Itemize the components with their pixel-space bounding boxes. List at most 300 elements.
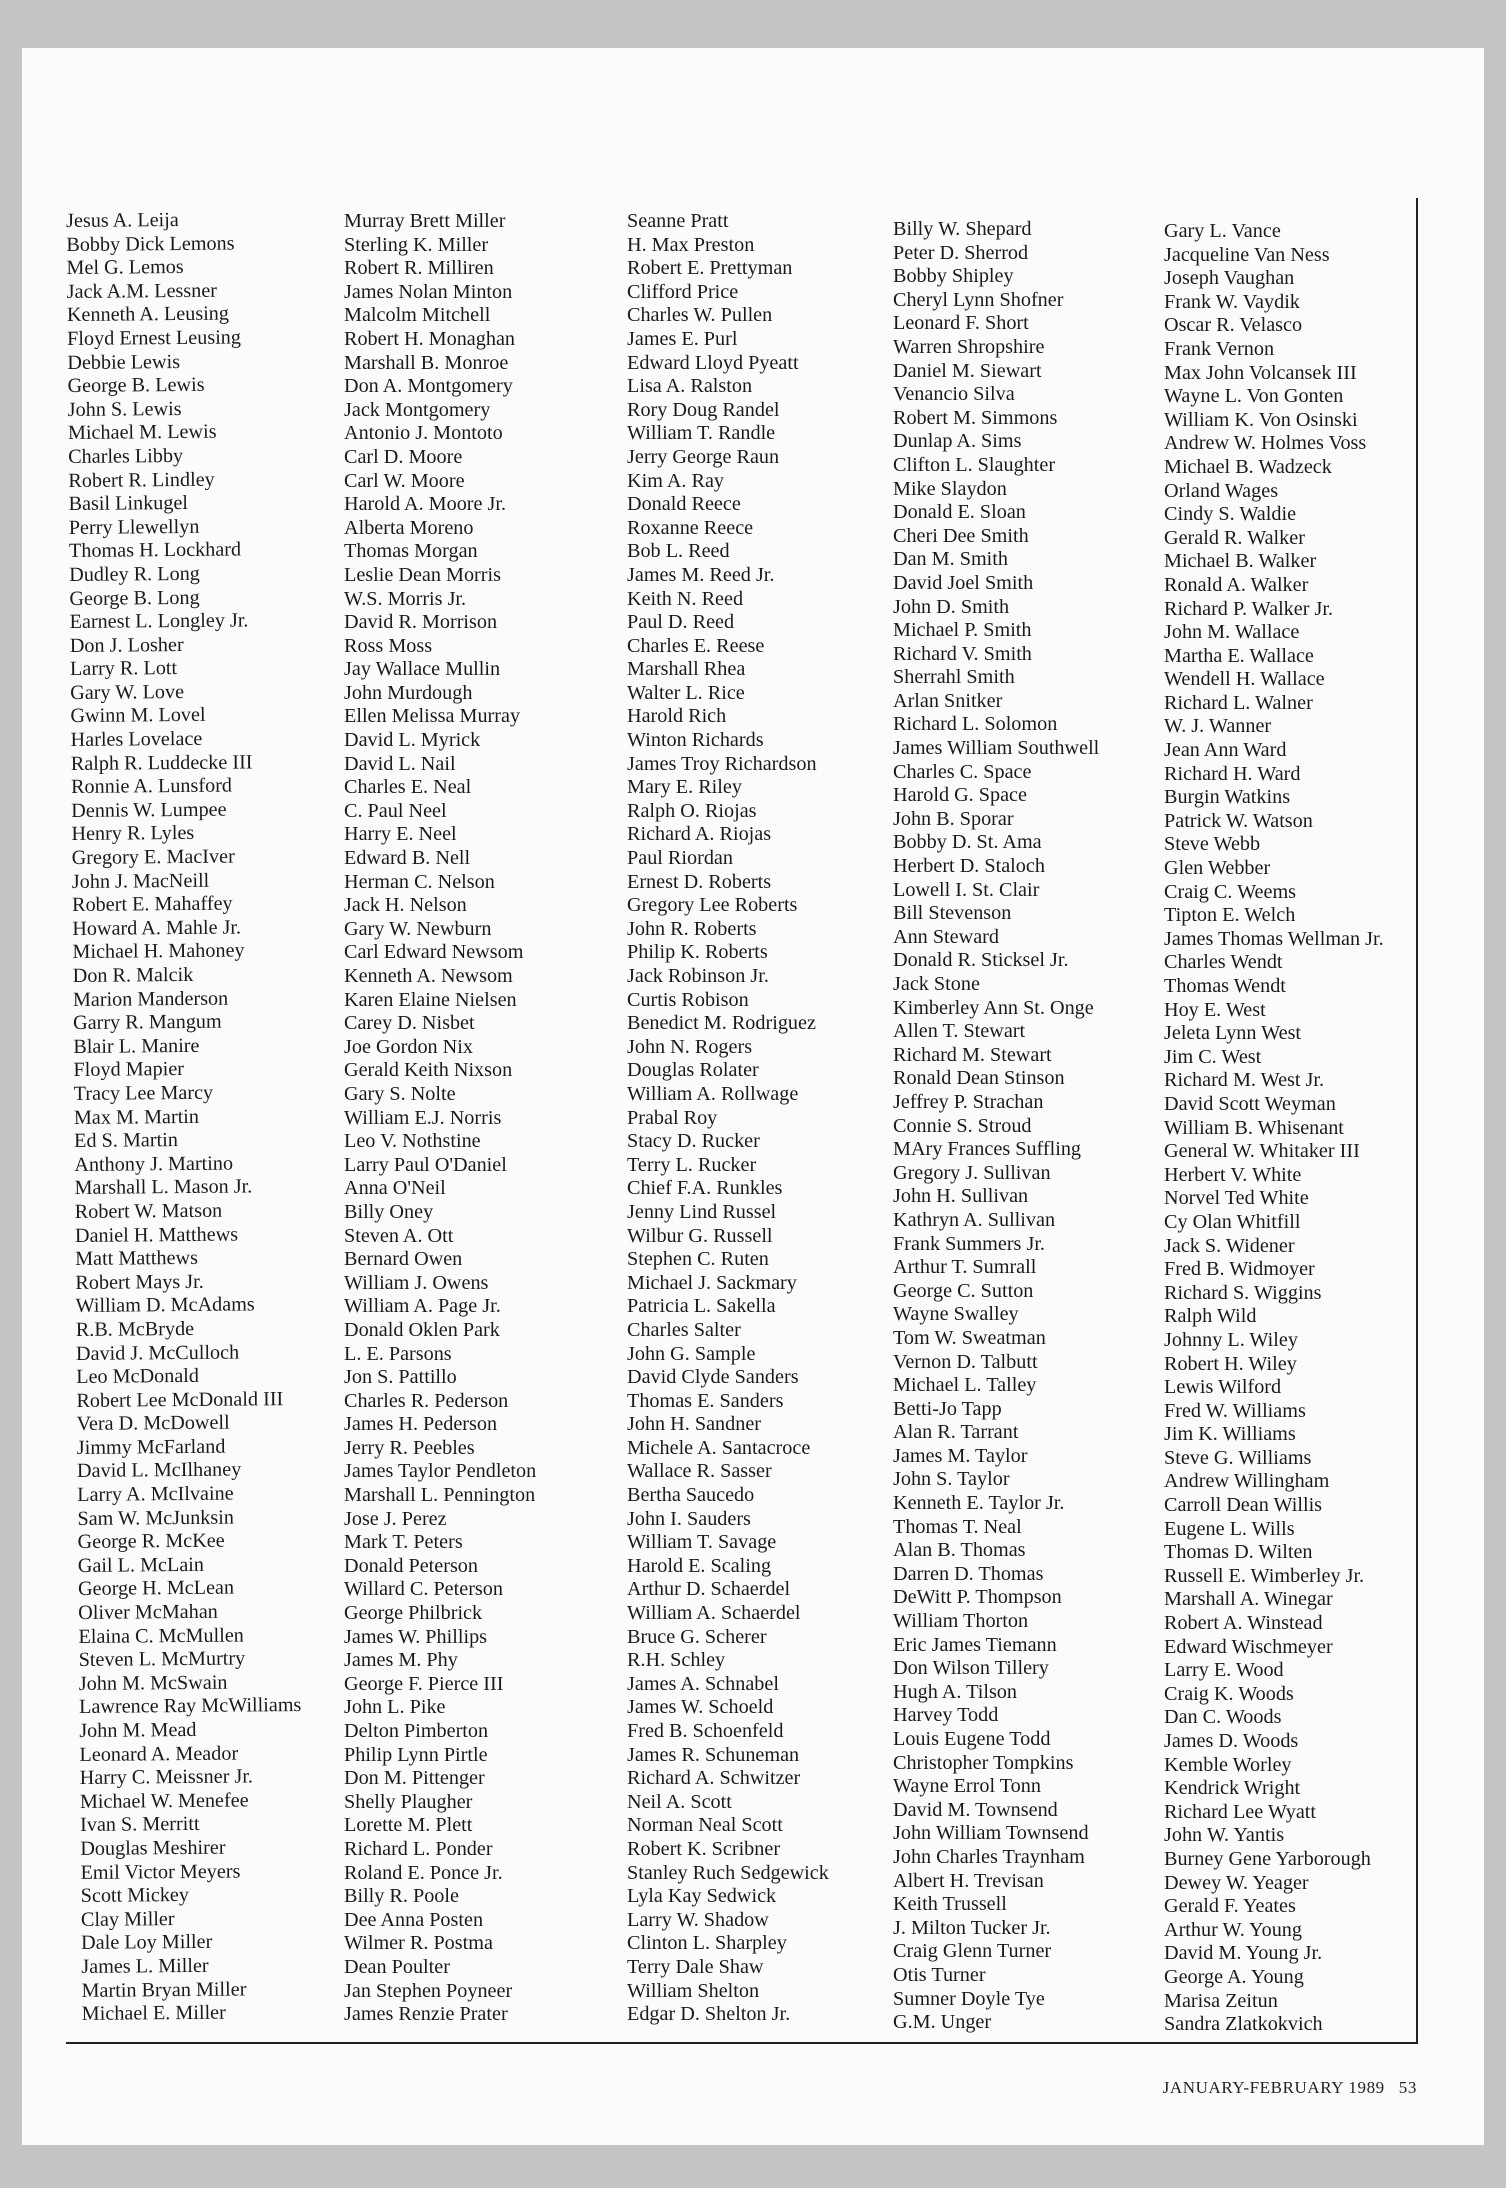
- name-entry: Don Wilson Tillery: [893, 1657, 1049, 1680]
- name-entry: John J. MacNeill: [71, 869, 210, 893]
- name-entry: Larry Paul O'Daniel: [344, 1153, 507, 1176]
- name-entry: Darren D. Thomas: [893, 1562, 1044, 1585]
- name-entry: David M. Young Jr.: [1164, 1942, 1323, 1965]
- name-entry: Gary W. Newburn: [344, 917, 492, 940]
- name-entry: Clifton L. Slaughter: [893, 453, 1056, 476]
- name-entry: John William Townsend: [893, 1822, 1089, 1845]
- name-entry: Sumner Doyle Tye: [893, 1987, 1045, 2010]
- name-entry: Jack S. Widener: [1164, 1234, 1295, 1257]
- name-entry: David L. Myrick: [344, 729, 481, 752]
- name-entry: Benedict M. Rodriguez: [627, 1012, 816, 1035]
- page-number: 53: [1398, 2078, 1417, 2097]
- name-entry: John S. Taylor: [893, 1468, 1010, 1491]
- name-entry: Harold A. Moore Jr.: [344, 493, 507, 516]
- name-entry: Robert R. Lindley: [68, 468, 215, 492]
- name-entry: Dean Poulter: [344, 1955, 450, 1978]
- name-entry: David Joel Smith: [893, 571, 1034, 594]
- name-entry: Gregory Lee Roberts: [627, 894, 798, 917]
- name-entry: R.B. McBryde: [75, 1317, 195, 1341]
- name-entry: Wendell H. Wallace: [1164, 668, 1325, 691]
- name-entry: Herbert V. White: [1164, 1163, 1302, 1186]
- name-entry: Kathryn A. Sullivan: [893, 1208, 1056, 1231]
- name-entry: William K. Von Osinski: [1164, 408, 1358, 431]
- name-entry: Kimberley Ann St. Onge: [893, 996, 1094, 1019]
- name-entry: Edgar D. Shelton Jr.: [627, 2003, 791, 2026]
- name-entry: Richard P. Walker Jr.: [1164, 597, 1334, 620]
- name-entry: Richard M. West Jr.: [1164, 1069, 1325, 1092]
- name-entry: Tracy Lee Marcy: [73, 1081, 214, 1105]
- name-entry: Richard M. Stewart: [893, 1043, 1052, 1066]
- name-entry: Clinton L. Sharpley: [627, 1932, 787, 1955]
- name-entry: Steve G. Williams: [1164, 1446, 1312, 1469]
- name-entry: James M. Reed Jr.: [627, 563, 775, 586]
- name-entry: George A. Young: [1164, 1965, 1304, 1988]
- name-entry: Philip Lynn Pirtle: [344, 1743, 488, 1766]
- name-entry: Leo McDonald: [76, 1364, 200, 1389]
- name-entry: Harvey Todd: [893, 1704, 999, 1727]
- name-entry: Patrick W. Watson: [1164, 809, 1313, 832]
- name-entry: David J. McCulloch: [75, 1341, 240, 1365]
- names-column-1: [66, 208, 304, 2027]
- name-entry: Bobby Shipley: [893, 265, 1014, 288]
- name-entry: Douglas Meshirer: [80, 1836, 226, 1860]
- name-entry: Jim C. West: [1164, 1045, 1262, 1068]
- name-entry: Dan M. Smith: [893, 548, 1008, 571]
- name-entry: Donald Reece: [627, 493, 741, 516]
- name-entry: Don J. Losher: [69, 633, 184, 657]
- name-entry: Jimmy McFarland: [76, 1435, 226, 1459]
- name-entry: Thomas Morgan: [344, 540, 478, 563]
- name-entry: Michael L. Talley: [893, 1374, 1037, 1397]
- name-entry: Clifford Price: [627, 280, 739, 303]
- name-entry: Bertha Saucedo: [627, 1484, 755, 1507]
- name-entry: Fred B. Widmoyer: [1164, 1258, 1315, 1281]
- name-entry: Harry C. Meissner Jr.: [79, 1765, 254, 1790]
- name-entry: Tom W. Sweatman: [893, 1326, 1046, 1349]
- name-entry: R.H. Schley: [627, 1649, 726, 1672]
- name-entry: Jenny Lind Russel: [627, 1200, 777, 1223]
- name-entry: Gregory J. Sullivan: [893, 1161, 1051, 1184]
- name-entry: Jack Robinson Jr.: [627, 965, 769, 987]
- name-entry: Craig C. Weems: [1164, 880, 1297, 903]
- name-entry: Gerald R. Walker: [1164, 526, 1305, 549]
- name-entry: James Thomas Wellman Jr.: [1164, 927, 1384, 950]
- name-entry: Kendrick Wright: [1164, 1777, 1301, 1800]
- name-entry: Chief F.A. Runkles: [627, 1177, 783, 1200]
- name-entry: Andrew Willingham: [1164, 1470, 1330, 1493]
- name-entry: Mike Slaydon: [893, 477, 1007, 500]
- name-entry: William Thorton: [893, 1610, 1029, 1633]
- name-entry: Gary L. Vance: [1164, 220, 1281, 242]
- name-entry: James R. Schuneman: [627, 1743, 800, 1766]
- name-entry: Harry E. Neel: [344, 823, 457, 846]
- name-entry: Winton Richards: [627, 729, 764, 752]
- name-entry: Sterling K. Miller: [344, 233, 489, 256]
- name-entry: George Philbrick: [344, 1602, 483, 1625]
- name-entry: Kenneth A. Leusing: [66, 302, 230, 327]
- magazine-page: [22, 48, 1484, 2145]
- name-entry: Richard A. Riojas: [627, 823, 772, 846]
- name-entry: William J. Owens: [344, 1271, 489, 1294]
- scan-border-left: [0, 0, 22, 2188]
- name-entry: Patricia L. Sakella: [627, 1295, 776, 1318]
- name-entry: Lowell I. St. Clair: [893, 878, 1040, 901]
- name-entry: W.S. Morris Jr.: [344, 587, 467, 610]
- name-entry: Gary S. Nolte: [344, 1082, 456, 1105]
- name-entry: Jeffrey P. Strachan: [893, 1090, 1044, 1113]
- name-entry: Mel G. Lemos: [66, 256, 184, 280]
- name-entry: Charles Wendt: [1164, 951, 1283, 974]
- name-entry: Allen T. Stewart: [893, 1020, 1026, 1043]
- name-entry: Michael P. Smith: [893, 619, 1032, 642]
- name-entry: Floyd Mapier: [73, 1058, 185, 1082]
- name-entry: Malcolm Mitchell: [344, 304, 491, 327]
- name-entry: Michael B. Wadzeck: [1164, 455, 1332, 478]
- name-entry: John G. Sample: [627, 1342, 756, 1365]
- name-entry: Norvel Ted White: [1164, 1187, 1309, 1210]
- name-entry: Carl W. Moore: [344, 469, 465, 492]
- name-entry: John B. Sporar: [893, 807, 1014, 830]
- name-entry: Dale Loy Miller: [81, 1931, 213, 1955]
- name-entry: George H. McLean: [77, 1577, 235, 1601]
- name-entry: Dan C. Woods: [1164, 1706, 1282, 1729]
- name-entry: Alan B. Thomas: [893, 1539, 1026, 1562]
- name-entry: James M. Taylor: [893, 1444, 1028, 1467]
- name-entry: Daniel M. Siewart: [893, 359, 1042, 382]
- name-entry: Bill Stevenson: [893, 902, 1012, 925]
- name-entry: Michele A. Santacroce: [627, 1436, 811, 1459]
- name-entry: Gwinn M. Lovel: [70, 704, 206, 728]
- name-entry: Albert H. Trevisan: [893, 1869, 1044, 1892]
- name-entry: Floyd Ernest Leusing: [67, 326, 242, 350]
- name-entry: Betti-Jo Tapp: [893, 1397, 1002, 1420]
- name-entry: William Shelton: [627, 1979, 760, 2002]
- name-entry: Carl Edward Newsom: [344, 941, 524, 964]
- name-entry: MAry Frances Suffling: [893, 1138, 1082, 1161]
- name-entry: Warren Shropshire: [893, 335, 1045, 358]
- name-entry: Jacqueline Van Ness: [1164, 243, 1330, 266]
- name-entry: J. Milton Tucker Jr.: [893, 1916, 1051, 1939]
- name-entry: Dennis W. Lumpee: [71, 798, 227, 822]
- name-entry: Curtis Robison: [627, 988, 749, 1011]
- name-entry: Prabal Roy: [627, 1106, 718, 1129]
- page-footer: [1132, 2078, 1417, 2098]
- name-entry: William T. Savage: [627, 1531, 777, 1554]
- name-entry: Lisa A. Ralston: [627, 375, 753, 398]
- name-entry: Peter D. Sherrod: [893, 241, 1029, 264]
- name-entry: Thomas E. Sanders: [627, 1389, 784, 1412]
- name-entry: Jose J. Perez: [344, 1507, 447, 1530]
- name-entry: Richard V. Smith: [893, 642, 1032, 665]
- name-entry: Anna O'Neil: [344, 1177, 446, 1200]
- name-entry: Burney Gene Yarborough: [1164, 1847, 1371, 1870]
- name-entry: Arthur W. Young: [1164, 1918, 1302, 1941]
- name-entry: Billy Oney: [344, 1200, 434, 1223]
- name-entry: Edward B. Nell: [344, 847, 471, 870]
- names-column-2: [344, 210, 536, 2027]
- name-entry: Stacy D. Rucker: [627, 1130, 760, 1153]
- name-entry: Dewey W. Yeager: [1164, 1871, 1309, 1894]
- name-entry: Norman Neal Scott: [627, 1814, 783, 1837]
- name-entry: David L. McIlhaney: [76, 1458, 242, 1483]
- name-entry: Lawrence Ray McWilliams: [78, 1694, 302, 1719]
- name-entry: Wayne Swalley: [893, 1303, 1019, 1326]
- name-entry: Don A. Montgomery: [344, 375, 513, 398]
- name-entry: Wayne L. Von Gonten: [1164, 385, 1344, 408]
- name-entry: John H. Sandner: [627, 1413, 762, 1436]
- name-entry: Marisa Zeitun: [1164, 1989, 1278, 2012]
- name-entry: Bobby D. St. Ama: [893, 831, 1042, 854]
- name-entry: Ralph Wild: [1164, 1305, 1257, 1328]
- name-entry: Sherrahl Smith: [893, 666, 1015, 689]
- name-entry: Jean Ann Ward: [1164, 739, 1287, 762]
- name-entry: Larry E. Wood: [1164, 1659, 1284, 1682]
- name-entry: Murray Brett Miller: [344, 210, 506, 232]
- name-entry: Ivan S. Merritt: [80, 1813, 200, 1837]
- name-entry: Mary E. Riley: [627, 776, 742, 799]
- name-entry: Ronald Dean Stinson: [893, 1067, 1065, 1090]
- name-entry: John M. Mead: [79, 1718, 197, 1742]
- name-entry: Frank W. Vaydik: [1164, 290, 1300, 313]
- name-entry: Cindy S. Waldie: [1164, 503, 1297, 526]
- name-entry: Ralph O. Riojas: [627, 799, 757, 822]
- name-entry: Otis Turner: [893, 1963, 986, 1986]
- name-entry: Lewis Wilford: [1164, 1376, 1282, 1399]
- name-entry: Arlan Snitker: [893, 689, 1003, 712]
- name-entry: Robert Lee McDonald III: [76, 1387, 284, 1412]
- name-entry: Marshall L. Pennington: [344, 1484, 536, 1507]
- name-entry: Charles E. Neal: [344, 776, 472, 799]
- name-entry: Donald Peterson: [344, 1554, 478, 1577]
- name-entry: Kenneth A. Newsom: [344, 965, 513, 987]
- name-entry: Garry R. Mangum: [73, 1010, 222, 1035]
- name-entry: Jack H. Nelson: [344, 894, 467, 917]
- names-column-5: [1164, 220, 1384, 2037]
- name-entry: Robert W. Matson: [74, 1199, 223, 1223]
- name-entry: James Renzie Prater: [344, 2003, 508, 2026]
- name-entry: Mark T. Peters: [344, 1531, 463, 1554]
- name-entry: Wilmer R. Postma: [344, 1932, 493, 1955]
- name-entry: Max John Volcansek III: [1164, 361, 1357, 384]
- name-entry: Michael B. Walker: [1164, 550, 1317, 573]
- name-entry: Gail L. McLain: [77, 1553, 205, 1577]
- name-entry: Debbie Lewis: [67, 350, 181, 374]
- name-entry: DeWitt P. Thompson: [893, 1586, 1062, 1609]
- name-entry: Arthur D. Schaerdel: [627, 1578, 791, 1601]
- name-entry: Marshall L. Mason Jr.: [74, 1175, 253, 1200]
- name-entry: Lorette M. Plett: [344, 1814, 473, 1837]
- name-entry: Stephen C. Ruten: [627, 1248, 769, 1271]
- name-entry: Jerry George Raun: [627, 445, 780, 468]
- name-entry: Oliver McMahan: [78, 1600, 218, 1624]
- name-entry: Michael W. Menefee: [79, 1789, 249, 1813]
- name-entry: George C. Sutton: [893, 1279, 1034, 1302]
- name-entry: Donald R. Sticksel Jr.: [893, 949, 1069, 972]
- name-entry: Perry Llewellyn: [68, 515, 200, 539]
- name-entry: Cheryl Lynn Shofner: [893, 288, 1064, 311]
- name-entry: John M. Wallace: [1164, 621, 1300, 644]
- name-entry: Kim A. Ray: [627, 469, 725, 492]
- name-entry: Marion Manderson: [72, 987, 229, 1011]
- name-entry: Steven A. Ott: [344, 1224, 454, 1247]
- name-entry: James William Southwell: [893, 737, 1100, 760]
- name-entry: Terry Dale Shaw: [627, 1955, 764, 1978]
- name-entry: Orland Wages: [1164, 479, 1279, 502]
- name-entry: William D. McAdams: [75, 1293, 255, 1318]
- name-entry: Ed S. Martin: [74, 1129, 178, 1153]
- name-entry: Willard C. Peterson: [344, 1578, 503, 1601]
- name-entry: G.M. Unger: [893, 2011, 992, 2034]
- name-entry: Thomas Wendt: [1164, 975, 1286, 997]
- name-entry: Ralph R. Luddecke III: [70, 751, 253, 775]
- name-entry: C. Paul Neel: [344, 799, 447, 822]
- name-entry: Marshall A. Winegar: [1164, 1588, 1333, 1611]
- name-entry: Joseph Vaughan: [1164, 267, 1295, 290]
- name-entry: Marshall B. Monroe: [344, 351, 509, 374]
- name-entry: Gregory E. MacIver: [71, 845, 235, 870]
- name-entry: Billy R. Poole: [344, 1885, 459, 1908]
- name-entry: Robert H. Monaghan: [344, 327, 516, 350]
- name-entry: William B. Whisenant: [1164, 1116, 1344, 1139]
- name-entry: James D. Woods: [1164, 1730, 1299, 1752]
- name-entry: Lyla Kay Sedwick: [627, 1885, 777, 1908]
- name-entry: Leo V. Nothstine: [344, 1130, 481, 1153]
- name-entry: Robert M. Simmons: [893, 406, 1058, 429]
- name-entry: Jack A.M. Lessner: [66, 279, 218, 303]
- name-entry: Bruce G. Scherer: [627, 1625, 767, 1648]
- name-entry: Hoy E. West: [1164, 998, 1266, 1021]
- name-entry: Vernon D. Talbutt: [893, 1350, 1038, 1373]
- name-entry: Terry L. Rucker: [627, 1153, 757, 1176]
- name-entry: Roxanne Reece: [627, 516, 754, 539]
- name-entry: Jon S. Pattillo: [344, 1366, 457, 1389]
- name-entry: Joe Gordon Nix: [344, 1035, 473, 1058]
- name-entry: Keith N. Reed: [627, 587, 744, 610]
- name-entry: John R. Roberts: [627, 917, 757, 940]
- name-entry: Bobby Dick Lemons: [66, 232, 235, 256]
- name-entry: Venancio Silva: [893, 383, 1015, 406]
- name-entry: Donald Oklen Park: [344, 1318, 500, 1341]
- name-entry: Neil A. Scott: [627, 1790, 732, 1813]
- name-entry: Leonard F. Short: [893, 312, 1029, 335]
- name-entry: Ellen Melissa Murray: [344, 705, 521, 728]
- name-entry: Thomas D. Wilten: [1164, 1541, 1313, 1564]
- name-entry: Dee Anna Posten: [344, 1908, 484, 1931]
- name-entry: Dunlap A. Sims: [893, 430, 1022, 453]
- name-entry: Max M. Martin: [73, 1105, 200, 1129]
- name-entry: Jack Stone: [893, 973, 980, 995]
- name-entry: Jan Stephen Poyneer: [344, 1979, 513, 2002]
- names-list-box: [66, 198, 1418, 2044]
- name-entry: Don M. Pittenger: [344, 1767, 485, 1790]
- name-entry: Glen Webber: [1164, 857, 1271, 880]
- name-entry: Frank Summers Jr.: [893, 1232, 1045, 1255]
- name-entry: Sandra Zlatkokvich: [1164, 2013, 1323, 2036]
- name-entry: Robert R. Milliren: [344, 257, 494, 280]
- name-entry: William T. Randle: [627, 422, 776, 445]
- name-entry: Rory Doug Randel: [627, 398, 780, 421]
- name-entry: Michael M. Lewis: [67, 421, 217, 445]
- name-entry: Wayne Errol Tonn: [893, 1775, 1041, 1798]
- name-entry: Robert H. Wiley: [1164, 1352, 1297, 1375]
- name-entry: Martin Bryan Miller: [81, 1978, 247, 2002]
- name-entry: Karen Elaine Nielsen: [344, 988, 517, 1011]
- name-entry: Martha E. Wallace: [1164, 644, 1314, 667]
- name-entry: Scott Mickey: [80, 1884, 190, 1908]
- name-entry: Richard L. Walner: [1164, 691, 1313, 714]
- name-entry: Thomas H. Lockhard: [68, 538, 242, 563]
- name-entry: Christopher Tompkins: [893, 1751, 1074, 1774]
- name-entry: Clay Miller: [80, 1907, 175, 1931]
- name-entry: H. Max Preston: [627, 233, 755, 256]
- name-entry: Gary W. Love: [70, 680, 185, 704]
- name-entry: Robert Mays Jr.: [75, 1270, 204, 1294]
- name-entry: Earnest L. Longley Jr.: [69, 609, 249, 634]
- name-entry: Richard L. Solomon: [893, 713, 1058, 736]
- name-entry: James E. Purl: [627, 327, 738, 350]
- name-entry: Leslie Dean Morris: [344, 563, 501, 586]
- name-entry: Paul D. Reed: [627, 611, 735, 634]
- name-entry: Craig Glenn Turner: [893, 1940, 1052, 1963]
- name-entry: L. E. Parsons: [344, 1342, 452, 1365]
- name-entry: Gerald F. Yeates: [1164, 1895, 1296, 1918]
- name-entry: Delton Pimberton: [344, 1720, 489, 1742]
- name-entry: Ross Moss: [344, 634, 433, 657]
- name-entry: Henry R. Lyles: [71, 822, 195, 846]
- name-entry: Jim K. Williams: [1164, 1423, 1296, 1446]
- name-entry: Kemble Worley: [1164, 1753, 1292, 1776]
- scan-border-right: [1484, 0, 1506, 2188]
- name-entry: George B. Long: [69, 586, 200, 610]
- name-entry: Steve Webb: [1164, 833, 1261, 856]
- name-entry: Thomas T. Neal: [893, 1515, 1022, 1538]
- names-column-3: [627, 210, 829, 2027]
- name-entry: Howard A. Mahle Jr.: [72, 916, 242, 940]
- name-entry: Johnny L. Wiley: [1164, 1328, 1298, 1351]
- name-entry: Emil Victor Meyers: [80, 1860, 241, 1884]
- name-entry: John M. McSwain: [78, 1671, 228, 1695]
- name-entry: Robert E. Prettyman: [627, 257, 793, 280]
- name-entry: Ronnie A. Lunsford: [70, 774, 233, 799]
- name-entry: John L. Pike: [344, 1696, 446, 1719]
- name-entry: Philip K. Roberts: [627, 941, 768, 964]
- name-entry: Richard H. Ward: [1164, 762, 1301, 785]
- name-entry: Leonard A. Meador: [79, 1742, 239, 1766]
- name-entry: David R. Morrison: [344, 611, 498, 634]
- name-entry: Michael H. Mahoney: [72, 939, 245, 964]
- name-entry: Roland E. Ponce Jr.: [344, 1861, 503, 1884]
- name-entry: John I. Sauders: [627, 1507, 751, 1530]
- name-entry: Harold E. Scaling: [627, 1554, 772, 1577]
- name-entry: Russell E. Wimberley Jr.: [1164, 1564, 1365, 1587]
- name-entry: Jesus A. Leija: [66, 209, 179, 232]
- name-entry: Bernard Owen: [344, 1248, 463, 1271]
- name-entry: Andrew W. Holmes Voss: [1164, 432, 1367, 455]
- name-entry: Jeleta Lynn West: [1164, 1022, 1302, 1045]
- name-entry: Fred W. Williams: [1164, 1399, 1306, 1422]
- name-entry: Jerry R. Peebles: [344, 1436, 475, 1459]
- name-entry: Charles Libby: [68, 444, 184, 468]
- name-entry: George B. Lewis: [67, 373, 205, 398]
- name-entry: Robert K. Scribner: [627, 1837, 781, 1860]
- name-entry: Walter L. Rice: [627, 681, 745, 704]
- name-entry: John N. Rogers: [627, 1035, 753, 1058]
- name-entry: Donald E. Sloan: [893, 501, 1026, 524]
- name-entry: Carey D. Nisbet: [344, 1012, 475, 1035]
- name-entry: Louis Eugene Todd: [893, 1728, 1051, 1750]
- names-column-4: [893, 218, 1099, 2035]
- name-entry: Shelly Plaugher: [344, 1790, 473, 1813]
